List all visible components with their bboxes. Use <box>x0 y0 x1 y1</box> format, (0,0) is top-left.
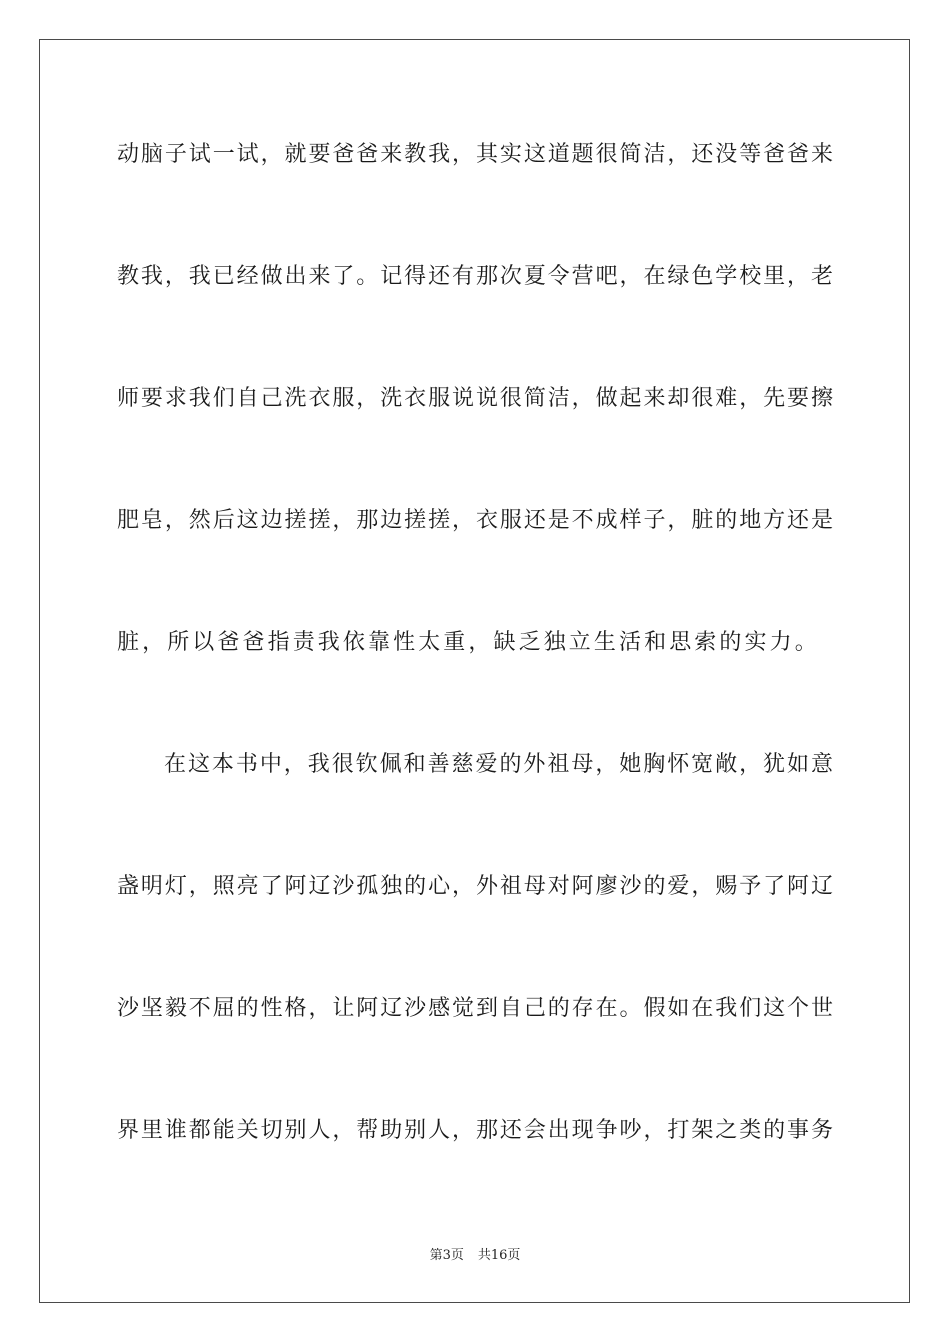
page-number: 第3页 <box>429 1248 464 1263</box>
paragraph-line: 脏，所以爸爸指责我依靠性太重，缺乏独立生活和思索的实力。 <box>117 630 820 655</box>
paragraph-line: 教我，我已经做出来了。记得还有那次夏令营吧，在绿色学校里，老 <box>117 264 833 289</box>
paragraph-line: 沙坚毅不屈的性格，让阿辽沙感觉到自己的存在。假如在我们这个世 <box>117 996 833 1021</box>
paragraph-line: 动脑子试一试，就要爸爸来教我，其实这道题很简洁，还没等爸爸来 <box>117 142 833 167</box>
paragraph-line: 在这本书中，我很钦佩和善慈爱的外祖母，她胸怀宽敞，犹如意 <box>164 752 833 777</box>
paragraph-line: 盏明灯，照亮了阿辽沙孤独的心，外祖母对阿廖沙的爱，赐予了阿辽 <box>117 874 833 899</box>
paragraph-line: 师要求我们自己洗衣服，洗衣服说说很简洁，做起来却很难，先要擦 <box>117 386 833 411</box>
total-pages: 共16页 <box>477 1248 521 1263</box>
page-footer <box>0 1247 950 1265</box>
paragraph-line: 界里谁都能关切别人，帮助别人，那还会出现争吵，打架之类的事务 <box>117 1118 833 1143</box>
page-border <box>39 39 910 1303</box>
paragraph-line: 肥皂，然后这边搓搓，那边搓搓，衣服还是不成样子，脏的地方还是 <box>117 508 833 533</box>
